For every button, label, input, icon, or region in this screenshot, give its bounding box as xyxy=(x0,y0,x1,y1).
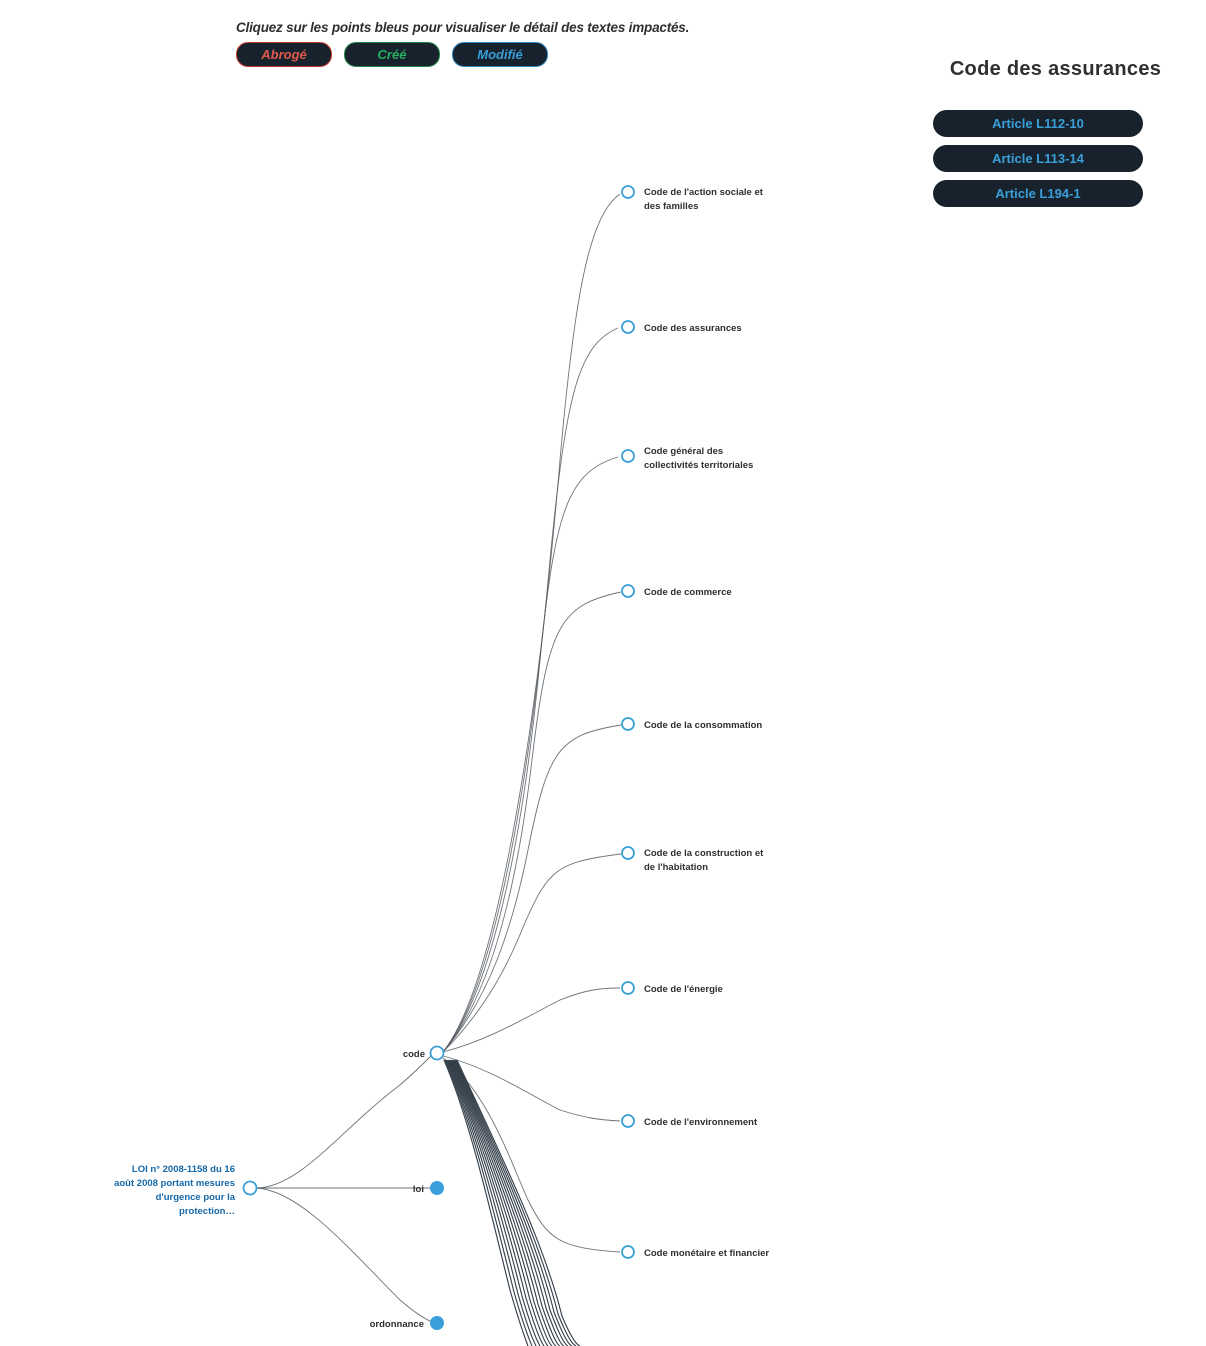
node-branch-code-label: code xyxy=(402,1049,425,1060)
node-root-ring[interactable] xyxy=(244,1182,257,1195)
edge-code-action-sociale xyxy=(443,194,620,1052)
node-label-line-1: Code de commerce xyxy=(644,587,732,598)
edge-root-ordonnance xyxy=(256,1188,432,1322)
node-branch-code[interactable] xyxy=(403,1047,444,1061)
edges-root-to-branches xyxy=(256,1054,433,1322)
panel-item-label: Article L194-1 xyxy=(995,186,1081,201)
legend-label-abroge: Abrogé xyxy=(261,47,307,62)
edge-code-cgct xyxy=(443,457,618,1052)
node-code-construction[interactable] xyxy=(622,847,764,873)
node-branch-ordonnance[interactable] xyxy=(370,1316,444,1330)
node-label-line-1: Code de l'action sociale et xyxy=(644,187,763,198)
node-branch-ordonnance-label: ordonnance xyxy=(369,1319,424,1330)
node-label-line-2: collectivités territoriales xyxy=(644,460,754,471)
node-code-consommation[interactable] xyxy=(622,718,762,731)
node-code-assurances[interactable] xyxy=(622,321,742,334)
node-ring[interactable] xyxy=(622,585,634,597)
node-ring[interactable] xyxy=(622,450,634,462)
node-branch-code-ring[interactable] xyxy=(431,1047,444,1060)
legend-label-modifie: Modifié xyxy=(477,47,523,62)
node-root-label-line-4: protection… xyxy=(179,1206,235,1217)
node-root-label-line-1: LOI n° 2008-1158 du 16 xyxy=(131,1164,235,1175)
node-root-label-line-2: août 2008 portant mesures xyxy=(114,1178,235,1189)
node-ring[interactable] xyxy=(622,1246,634,1258)
panel-title: Code des assurances xyxy=(949,58,1162,80)
node-ring[interactable] xyxy=(622,186,634,198)
node-branch-loi-label: loi xyxy=(412,1184,424,1195)
edge-code-assurances xyxy=(443,328,618,1052)
node-code-environnement[interactable] xyxy=(622,1115,758,1128)
node-label-line-2: de l'habitation xyxy=(644,862,709,873)
node-ring[interactable] xyxy=(622,982,634,994)
edge-root-code xyxy=(256,1054,433,1188)
node-label-line-2: des familles xyxy=(644,201,699,212)
node-root-label-line-3: d'urgence pour la xyxy=(155,1192,235,1203)
node-ring[interactable] xyxy=(622,847,634,859)
edge-code-construction xyxy=(443,854,621,1052)
node-label-line-1: Code de l'environnement xyxy=(644,1117,758,1128)
legend-label-cree: Créé xyxy=(377,47,407,62)
node-code-energie[interactable] xyxy=(622,982,723,995)
node-label-line-1: Code des assurances xyxy=(644,323,742,334)
panel-item-label: Article L113-14 xyxy=(992,151,1084,166)
panel-item-label: Article L112-10 xyxy=(992,116,1084,131)
edge-bundle-overflow xyxy=(444,1060,580,1346)
node-code-commerce[interactable] xyxy=(622,585,732,598)
node-ring[interactable] xyxy=(622,718,634,730)
edge-code-commerce xyxy=(443,592,621,1052)
node-label-line-1: Code général des xyxy=(644,446,724,457)
node-label-line-1: Code de la consommation xyxy=(644,720,763,731)
node-code-monetaire[interactable] xyxy=(622,1246,769,1259)
node-code-action-sociale[interactable] xyxy=(622,186,764,212)
node-ring[interactable] xyxy=(622,321,634,333)
node-branch-loi-dot[interactable] xyxy=(430,1181,444,1195)
node-code-cgct[interactable] xyxy=(622,446,753,471)
node-branch-ordonnance-dot[interactable] xyxy=(430,1316,444,1330)
node-label-line-1: Code de l'énergie xyxy=(644,984,723,995)
node-ring[interactable] xyxy=(622,1115,634,1127)
node-root[interactable] xyxy=(114,1164,256,1217)
edge-code-energie xyxy=(443,988,620,1052)
node-label-line-1: Code de la construction et xyxy=(644,848,764,859)
node-label-line-1: Code monétaire et financier xyxy=(644,1248,770,1259)
hint-text: Cliquez sur les points bleus pour visualiser le détail des textes impactés. xyxy=(236,20,690,35)
